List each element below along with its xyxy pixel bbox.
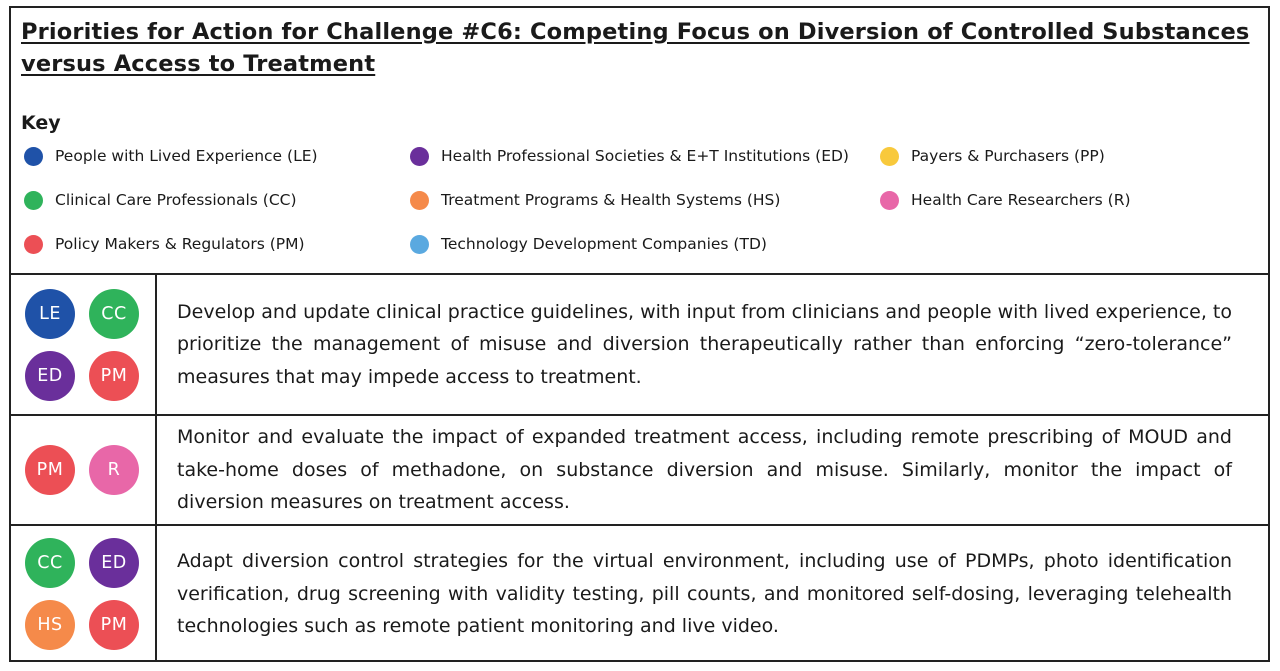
- legend-label: Technology Development Companies (TD): [441, 235, 767, 253]
- legend-label: Treatment Programs & Health Systems (HS): [441, 191, 781, 209]
- legend-label: Clinical Care Professionals (CC): [55, 191, 297, 209]
- legend-dot-icon: [24, 191, 43, 210]
- stakeholder-badge: R: [89, 445, 139, 495]
- action-text: Adapt diversion control strategies for the virtual environment, including use of PDMPs, photo identification verification, drug screening with validity testing, pill counts, and monitored self-dosing, leveraging telehealth technologies such as remote patient monitoring and live video.: [177, 550, 1232, 638]
- legend-label: Payers & Purchasers (PP): [911, 147, 1105, 165]
- stakeholder-badge: PM: [25, 445, 75, 495]
- page-title: Priorities for Action for Challenge #C6: Competing Focus on Diversion of Controlled Substances versus Access to Treatment: [21, 19, 1250, 77]
- legend-dot-icon: [410, 191, 429, 210]
- legend-label: Policy Makers & Regulators (PM): [55, 235, 305, 253]
- legend-label: Health Care Researchers (R): [911, 191, 1131, 209]
- document-frame: [9, 6, 1270, 662]
- legend-label: People with Lived Experience (LE): [55, 147, 318, 165]
- legend: [24, 144, 1258, 256]
- stakeholder-badges: [11, 526, 157, 662]
- action-row: [11, 526, 1268, 662]
- legend-item-pm: [24, 232, 410, 256]
- stakeholder-badge: PM: [89, 351, 139, 401]
- stakeholder-badges: [11, 416, 157, 524]
- action-text: Develop and update clinical practice guidelines, with input from clinicians and people with lived experience, to prioritize the management of misuse and diversion therapeutically rather than enforcing “zero-tolerance” measures that may impede access to treatment.: [177, 300, 1232, 388]
- legend-dot-icon: [410, 235, 429, 254]
- legend-dot-icon: [410, 147, 429, 166]
- stakeholder-badge: ED: [89, 538, 139, 588]
- action-row: [11, 416, 1268, 526]
- legend-label: Health Professional Societies & E+T Institutions (ED): [441, 147, 849, 165]
- header-section: [11, 8, 1268, 275]
- stakeholder-badge: CC: [25, 538, 75, 588]
- key-heading: Key: [21, 112, 61, 134]
- legend-item-le: [24, 144, 410, 168]
- action-text: Monitor and evaluate the impact of expanded treatment access, including remote prescribing of MOUD and take-home doses of methadone, on substance diversion and misuse. Similarly, monitor the impact of diversion measures on treatment access.: [177, 426, 1232, 514]
- stakeholder-badges: [11, 275, 157, 414]
- legend-item-hs: [410, 188, 880, 212]
- stakeholder-badge: CC: [89, 289, 139, 339]
- stakeholder-badge: ED: [25, 351, 75, 401]
- legend-dot-icon: [880, 147, 899, 166]
- legend-dot-icon: [24, 235, 43, 254]
- legend-dot-icon: [24, 147, 43, 166]
- legend-item-pp: [880, 144, 1258, 168]
- legend-dot-icon: [880, 191, 899, 210]
- stakeholder-badge: HS: [25, 600, 75, 650]
- stakeholder-badge: PM: [89, 600, 139, 650]
- legend-item-r: [880, 188, 1258, 212]
- stakeholder-badge: LE: [25, 289, 75, 339]
- legend-item-cc: [24, 188, 410, 212]
- legend-item-td: [410, 232, 880, 256]
- action-row: [11, 275, 1268, 416]
- legend-item-ed: [410, 144, 880, 168]
